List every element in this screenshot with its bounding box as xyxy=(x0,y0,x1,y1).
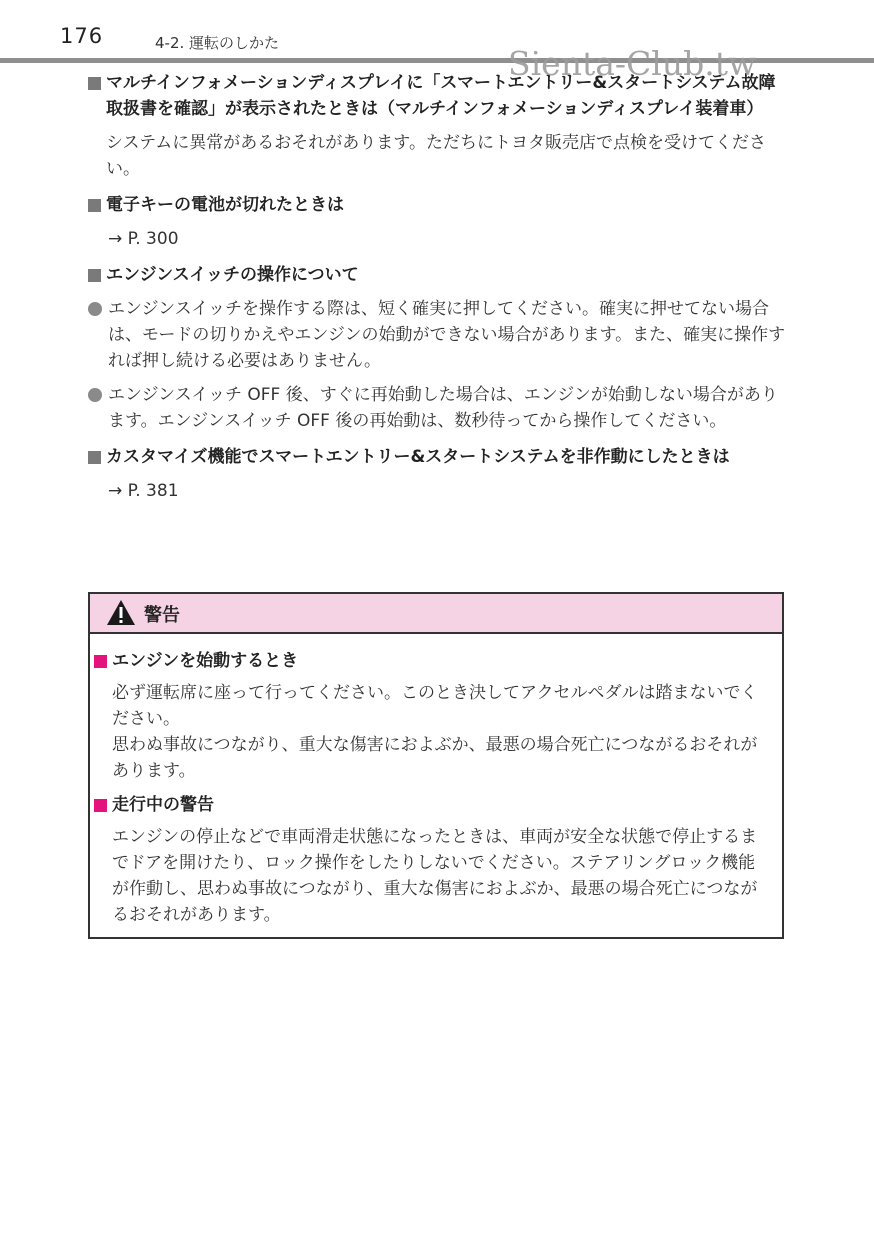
page-reference-link[interactable]: → P. 381 xyxy=(108,481,179,501)
watermark: Sienta-Club.tw xyxy=(508,44,757,83)
magenta-square-icon xyxy=(94,655,107,668)
topic-heading xyxy=(88,192,788,218)
bullet-item xyxy=(88,382,788,434)
topic-body: システムに異常があるおそれがあります。ただちにトヨタ販売店で点検を受けてください。 xyxy=(106,133,766,179)
bullet-text: エンジンスイッチ OFF 後、すぐに再始動した場合は、エンジンが始動しない場合があります。エンジンスイッチ OFF 後の再始動は、数秒待ってから操作してください。 xyxy=(108,385,778,431)
topic-heading-text: 電子キーの電池が切れたときは xyxy=(106,195,344,215)
warning-header xyxy=(90,594,782,634)
warning-item-body xyxy=(112,680,772,784)
topic-heading-text: エンジンスイッチの操作について xyxy=(106,265,359,285)
topic-heading xyxy=(88,262,788,288)
warning-item-body xyxy=(112,824,772,928)
bullet-item xyxy=(88,296,788,374)
topic-key-battery xyxy=(88,192,788,252)
topic-engine-switch xyxy=(88,262,788,434)
topic-heading xyxy=(88,444,788,470)
warning-paragraph: 思わぬ事故につながり、重大な傷害におよぶか、最悪の場合死亡につながるおそれがあります。 xyxy=(112,735,758,781)
page-reference-link[interactable]: → P. 300 xyxy=(108,229,179,249)
warning-item xyxy=(94,792,772,928)
topic-heading-text: マルチインフォメーションディスプレイに「スマートエントリー&スタートシステム故障 取扱書を確認」が表示されたときは（マルチインフォメーションディスプレイ装着車） xyxy=(106,73,793,119)
warning-paragraph: 必ず運転席に座って行ってください。このとき決してアクセルペダルは踏まないでください。 xyxy=(112,683,758,729)
magenta-square-icon xyxy=(94,799,107,812)
warning-item-heading-text: 走行中の警告 xyxy=(112,795,214,815)
warning-triangle-icon xyxy=(106,599,136,630)
page-number: 176 xyxy=(60,24,104,48)
section-title: 4-2. 運転のしかた xyxy=(155,34,280,52)
warning-title: 警告 xyxy=(144,605,180,626)
square-bullet-icon xyxy=(88,269,101,282)
main-content xyxy=(88,70,793,504)
bullet-text: エンジンスイッチを操作する際は、短く確実に押してください。確実に押せてない場合は、モードの切りかえやエンジンの始動ができない場合があります。また、確実に操作すれば押し続ける必要はありません。 xyxy=(108,299,786,371)
topic-customize xyxy=(88,444,788,504)
circle-bullet-icon xyxy=(88,302,102,316)
warning-paragraph: エンジンの停止などで車両滑走状態になったときは、車両が安全な状態で停止するまでドアを開けたり、ロック操作をしたりしないでください。ステアリングロック機能が作動し、思わぬ事故につながり、重大な傷害におよぶか、最悪の場合死亡につながるおそれがあります。 xyxy=(112,827,758,925)
topic-display-message xyxy=(88,70,793,182)
circle-bullet-icon xyxy=(88,388,102,402)
warning-body xyxy=(90,634,782,928)
square-bullet-icon xyxy=(88,199,101,212)
square-bullet-icon xyxy=(88,77,101,90)
topic-heading-text: カスタマイズ機能でスマートエントリー&スタートシステムを非作動にしたときは xyxy=(106,447,730,467)
square-bullet-icon xyxy=(88,451,101,464)
warning-item xyxy=(94,648,772,784)
warning-box xyxy=(88,592,784,939)
warning-item-heading xyxy=(94,648,772,674)
warning-item-heading-text: エンジンを始動するとき xyxy=(112,651,299,671)
warning-item-heading xyxy=(94,792,772,818)
